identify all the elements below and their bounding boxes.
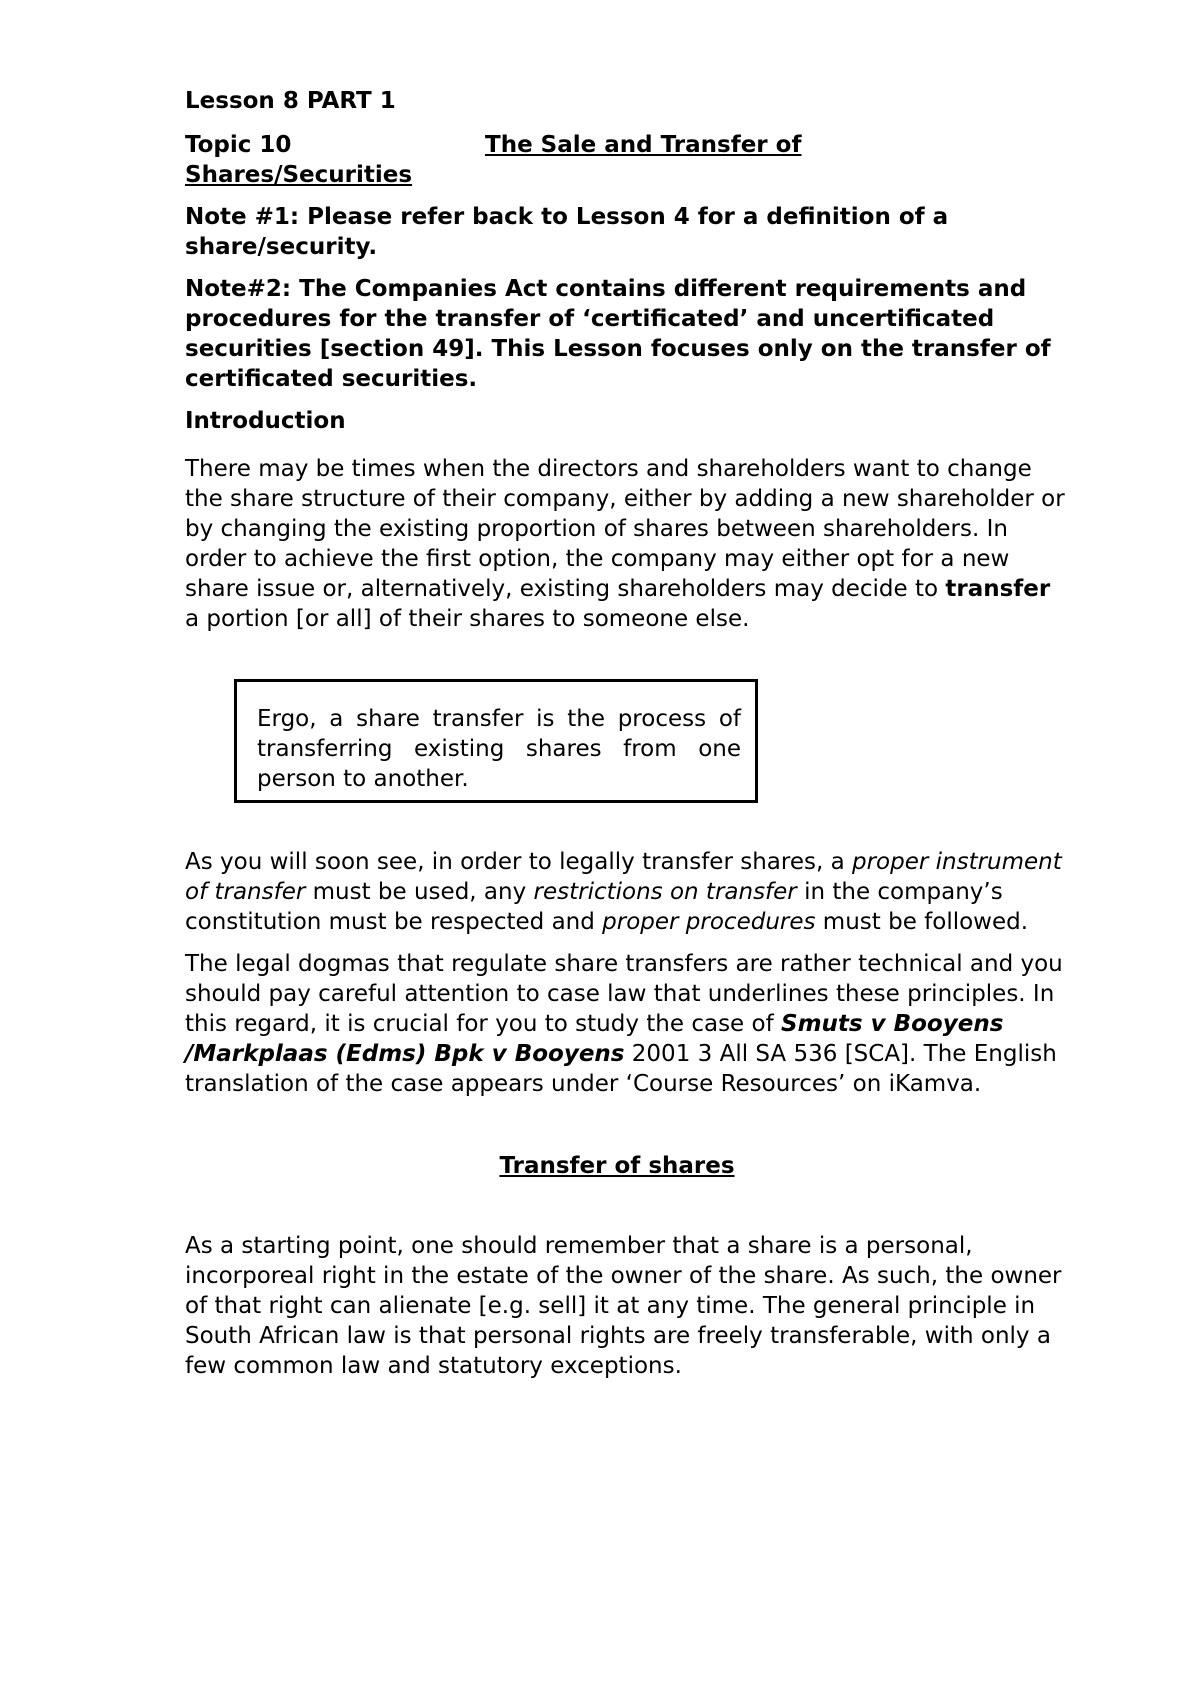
requirements-paragraph [185, 847, 1065, 937]
req-text-2: must be used, any [305, 879, 534, 905]
definition-box [234, 679, 758, 803]
section-title: Transfer of shares [499, 1153, 735, 1179]
case-text-2: 2001 3 All SA 536 [SCA]. The English translation of the case appears under ‘Course Resources’ on iKamva. [185, 1041, 1057, 1097]
req-text-4: must be followed. [815, 909, 1029, 935]
topic-title-part1: The Sale and Transfer of [485, 132, 802, 158]
req-text-3: in the company’s constitution must be respected and [185, 879, 1003, 935]
definition-text: Ergo, a share transfer is the process of transferring existing shares from one person to another. [257, 706, 741, 792]
note-1: Note #1: Please refer back to Lesson 4 for a definition of a share/security. [185, 204, 949, 260]
document-content [185, 86, 1065, 1381]
intro-text-bold: transfer [945, 576, 1051, 602]
intro-text-end: a portion [or all] of their shares to someone else. [185, 606, 750, 632]
case-text-1: The legal dogmas that regulate share transfers are rather technical and you should pay careful attention to case law that underlines these principles. In this regard, it is crucial for you to study the case of [185, 951, 1063, 1037]
req-italic-2: restrictions on transfer [533, 879, 797, 905]
topic-title-part2: Shares/Securities [185, 162, 413, 188]
case-law-paragraph [185, 949, 1065, 1099]
req-italic-3: proper procedures [602, 909, 816, 935]
lesson-title: Lesson 8 PART 1 [185, 88, 396, 114]
case-name: Smuts v Booyens /Markplaas (Edms) Bpk v Booyens [185, 1011, 1004, 1067]
introduction-paragraph [185, 454, 1065, 634]
introduction-heading: Introduction [185, 408, 346, 434]
intro-text-start: There may be times when the directors and shareholders want to change the share structure of their company, either by adding a new shareholder or by changing the existing proportion of shares between shareholders. In order to achieve the first option, the company may either opt for a new share issue or, alternatively, existing shareholders may decide to [185, 456, 1065, 602]
starting-point-paragraph: As a starting point, one should remember that a share is a personal, incorporeal right in the estate of the owner of the share. As such, the owner of that right can alienate [e.g. sell] it at any time. The general principle in South African law is that personal rights are freely transferable, with only a few common law and statutory exceptions. [185, 1233, 1062, 1379]
topic-label: Topic 10 [185, 132, 292, 158]
req-text-1: As you will soon see, in order to legally transfer shares, a [185, 849, 852, 875]
topic-line [185, 130, 1065, 190]
note-2: Note#2: The Companies Act contains different requirements and procedures for the transfer of ‘certificated’ and uncertificated securities [section 49]. This Lesson focuses only on the transfer of certificated securities. [185, 276, 1051, 392]
req-italic-1: proper instrument of transfer [185, 849, 1062, 905]
